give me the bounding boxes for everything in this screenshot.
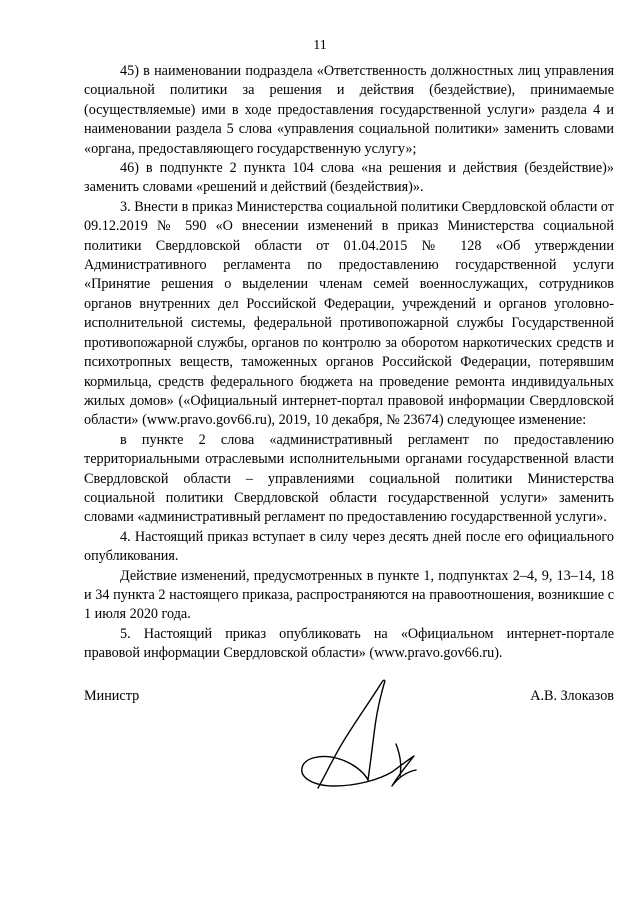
signatory-name: А.В. Злоказов	[530, 688, 614, 704]
document-body	[84, 62, 614, 664]
paragraph-section-5: 5. Настоящий приказ опубликовать на «Официальном интернет-портале правовой информации Свердловской области» (www.pravo.gov66.ru).	[84, 625, 614, 662]
paragraph-section-3: 3. Внести в приказ Министерства социальной политики Свердловской области от 09.12.2019 № 590 «О внесении изменений в приказ Министерства социальной политики Свердловской области от 01.04.2015 № 128 «Об утверждении Административного регламента по предоставлению государственной услуги «Принятие решения о выделении членам семей военнослужащих, сотрудников органов внутренних дел Российской Федерации, учреждений и органов уголовно-исполнительной системы, федеральной противопожарной службы Государственной противопожарной службы, органов по контролю за оборотом наркотических средств и психотропных веществ, таможенных органов Российской Федерации, потерявшим кормильца, средств федерального бюджета на проведение ремонта индивидуальных жилых домов» («Официальный интернет-портал правовой информации Свердловской области» (www.pravo.gov66.ru), 2019, 10 декабря, № 23674) следующее изменение:	[84, 198, 614, 429]
paragraph-section-4: 4. Настоящий приказ вступает в силу через десять дней после его официального опубликования.	[84, 528, 614, 565]
signatory-position: Министр	[84, 688, 140, 704]
paragraph-item-46: 46) в подпункте 2 пункта 104 слова «на решения и действия (бездействие)» заменить словами «решений и действий (бездействия)».	[84, 160, 614, 196]
page-number: 11	[313, 38, 327, 53]
handwritten-signature	[296, 676, 426, 796]
paragraph-item-45: 45) в наименовании подраздела «Ответственность должностных лиц управления социальной политики за решения и действия (бездействие), принимаемые (осуществляемые) ими в ходе предоставления государственной услуги» раздела 4 и наименовании раздела 5 слова «управления социальной политики» заменить словами «органа, предоставляющего государственную услугу»;	[84, 63, 614, 157]
paragraph-amendment: в пункте 2 слова «административный регламент по предоставлению территориальными отраслевыми исполнительными органами государственной власти Свердловской области – управлениями социальной политики Министерства социальной политики Свердловской области государственной услуги» заменить словами «административный регламент по предоставлению государственной услуги».	[84, 431, 614, 526]
paragraph-retroactive: Действие изменений, предусмотренных в пункте 1, подпунктах 2–4, 9, 13–14, 18 и 34 пункта 2 настоящего приказа, распространяются на правоотношения, возникшие с 1 июля 2020 года.	[84, 567, 614, 623]
